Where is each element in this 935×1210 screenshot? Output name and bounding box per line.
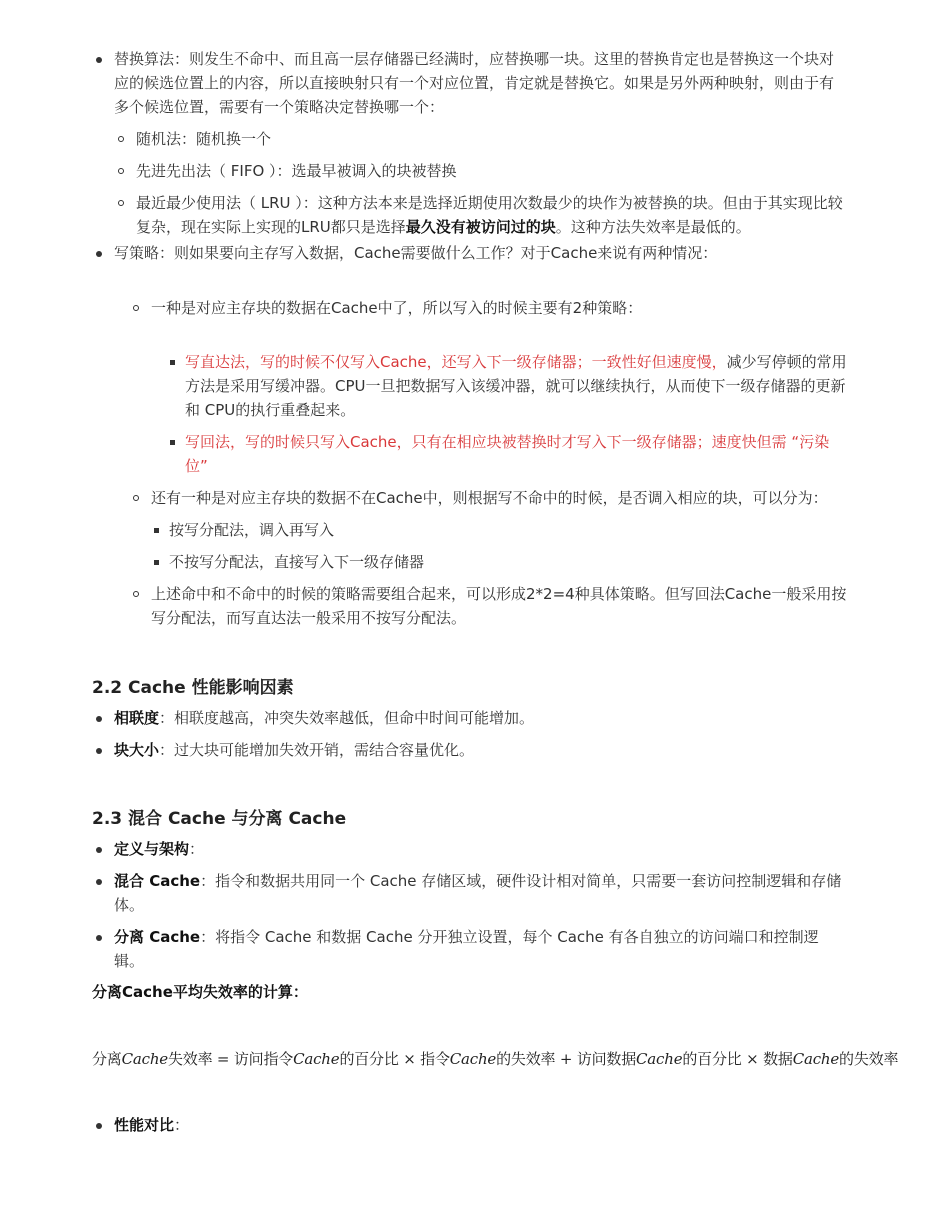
replacement-random: 随机法：随机换一个 bbox=[114, 127, 847, 151]
top-bullet-list bbox=[92, 47, 847, 630]
write-hit-item bbox=[129, 296, 847, 478]
associativity-label: 相联度 bbox=[114, 709, 160, 727]
split-cache-text: ：将指令 Cache 和数据 Cache 分开独立设置，每个 Cache 有各自独立的访问端口和控制逻辑。 bbox=[114, 928, 819, 970]
split-cache-label: 分离 Cache bbox=[114, 928, 201, 946]
performance-colon: ： bbox=[174, 1116, 190, 1134]
replacement-label: 替换算法 bbox=[114, 50, 175, 68]
section-2-3-heading: 2.3 混合 Cache 与分离 Cache bbox=[92, 809, 347, 829]
formula-var-2: Cache bbox=[293, 1050, 340, 1068]
write-combo-item: 上述命中和不命中的时候的策略需要组合起来，可以形成2*2=4种具体策略。但写回法Cache一般采用按写分配法，而写直达法一般采用不按写分配法。 bbox=[129, 582, 847, 630]
lru-text-post: 。这种方法失效率是最低的。 bbox=[555, 218, 751, 236]
write-allocate: 按写分配法，调入再写入 bbox=[151, 518, 847, 542]
write-sublist bbox=[129, 296, 847, 630]
definition-item bbox=[92, 837, 847, 861]
replacement-lru bbox=[114, 191, 847, 239]
section-2-2-heading: 2.2 Cache 性能影响因素 bbox=[92, 678, 294, 698]
write-back-red: 写回法，写的时候只写入Cache，只有在相应块被替换时才写入下一级存储器；速度快但需 “污染位” bbox=[185, 433, 830, 475]
replacement-text: ：则发生不命中、而且高一层存储器已经满时，应替换哪一块。这里的替换肯定也是替换这一个块对应的候选位置上的内容，所以直接映射只有一个对应位置，肯定就是替换它。如果是另外两种映射，则由于有多个候选位置，需要有一个策略决定替换哪一个： bbox=[114, 50, 835, 116]
performance-list bbox=[92, 1113, 847, 1137]
write-miss-strategies bbox=[151, 518, 847, 574]
split-miss-rate-formula bbox=[92, 1047, 899, 1071]
associativity-item bbox=[92, 706, 847, 730]
unified-cache-item bbox=[92, 869, 847, 917]
formula-part-4: 的失效率 + 访问数据 bbox=[496, 1050, 637, 1068]
formula-var-4: Cache bbox=[636, 1050, 683, 1068]
block-size-text: ：过大块可能增加失效开销，需结合容量优化。 bbox=[159, 741, 475, 759]
write-miss-item bbox=[129, 486, 847, 574]
replacement-item bbox=[92, 47, 847, 239]
definition-colon: ： bbox=[189, 840, 205, 858]
block-size-item bbox=[92, 738, 847, 762]
lru-text-pre: 最近最少使用法（ LRU ）：这种方法本来是选择近期使用次数最少的块作为被替换的块。但由于其实现比较复杂，现在实际上实现的LRU都只是选择 bbox=[136, 194, 843, 236]
split-miss-rate-title: 分离Cache平均失效率的计算： bbox=[92, 983, 308, 1001]
write-through-red: 写直达法，写的时候不仅写入Cache，还写入下一级存储器；一致性好但速度慢， bbox=[185, 353, 727, 371]
block-size-label: 块大小 bbox=[114, 741, 160, 759]
performance-item bbox=[92, 1113, 847, 1137]
write-miss-intro: 还有一种是对应主存块的数据不在Cache中，则根据写不命中的时候，是否调入相应的块，可以分为： bbox=[151, 489, 828, 507]
performance-label: 性能对比 bbox=[114, 1116, 175, 1134]
write-through-text: 减少写停顿的常用方法是采用写缓冲器。CPU一旦把数据写入该缓冲器，就可以继续执行，从而使下一级存储器的更新和 CPU的执行重叠起来。 bbox=[185, 353, 847, 419]
formula-part-6: 的失效率 bbox=[839, 1050, 899, 1068]
formula-var-5: Cache bbox=[792, 1050, 840, 1068]
write-through-item bbox=[167, 350, 847, 422]
write-policy-item bbox=[92, 241, 847, 630]
section-2-2-list bbox=[92, 706, 847, 762]
replacement-sublist bbox=[114, 127, 847, 239]
write-policy-label: 写策略：则如果要向主存写入数据，Cache需要做什么工作？对于Cache来说有两种情况： bbox=[114, 244, 718, 262]
write-back-item bbox=[167, 430, 847, 478]
unified-cache-text: ：指令和数据共用同一个 Cache 存储区域，硬件设计相对简单，只需要一套访问控制逻辑和存储体。 bbox=[114, 872, 842, 914]
formula-part-2: 失效率 = 访问指令 bbox=[167, 1050, 294, 1068]
formula-part-5: 的百分比 × 数据 bbox=[682, 1050, 793, 1068]
write-hit-strategies bbox=[167, 350, 847, 478]
split-cache-item bbox=[92, 925, 847, 973]
formula-var-1: Cache bbox=[121, 1050, 168, 1068]
no-write-allocate: 不按写分配法，直接写入下一级存储器 bbox=[151, 550, 847, 574]
formula-part-3: 的百分比 × 指令 bbox=[339, 1050, 450, 1068]
lru-bold: 最久没有被访问过的块 bbox=[405, 218, 556, 236]
section-2-3-list bbox=[92, 837, 847, 973]
replacement-fifo: 先进先出法（ FIFO ）：选最早被调入的块被替换 bbox=[114, 159, 847, 183]
document-page bbox=[92, 47, 899, 1145]
formula-part-1: 分离 bbox=[92, 1050, 122, 1068]
write-hit-intro: 一种是对应主存块的数据在Cache中了，所以写入的时候主要有2种策略： bbox=[151, 299, 643, 317]
definition-label: 定义与架构 bbox=[114, 840, 190, 858]
associativity-text: ：相联度越高，冲突失效率越低，但命中时间可能增加。 bbox=[159, 709, 535, 727]
formula-var-3: Cache bbox=[449, 1050, 497, 1068]
unified-cache-label: 混合 Cache bbox=[114, 872, 201, 890]
